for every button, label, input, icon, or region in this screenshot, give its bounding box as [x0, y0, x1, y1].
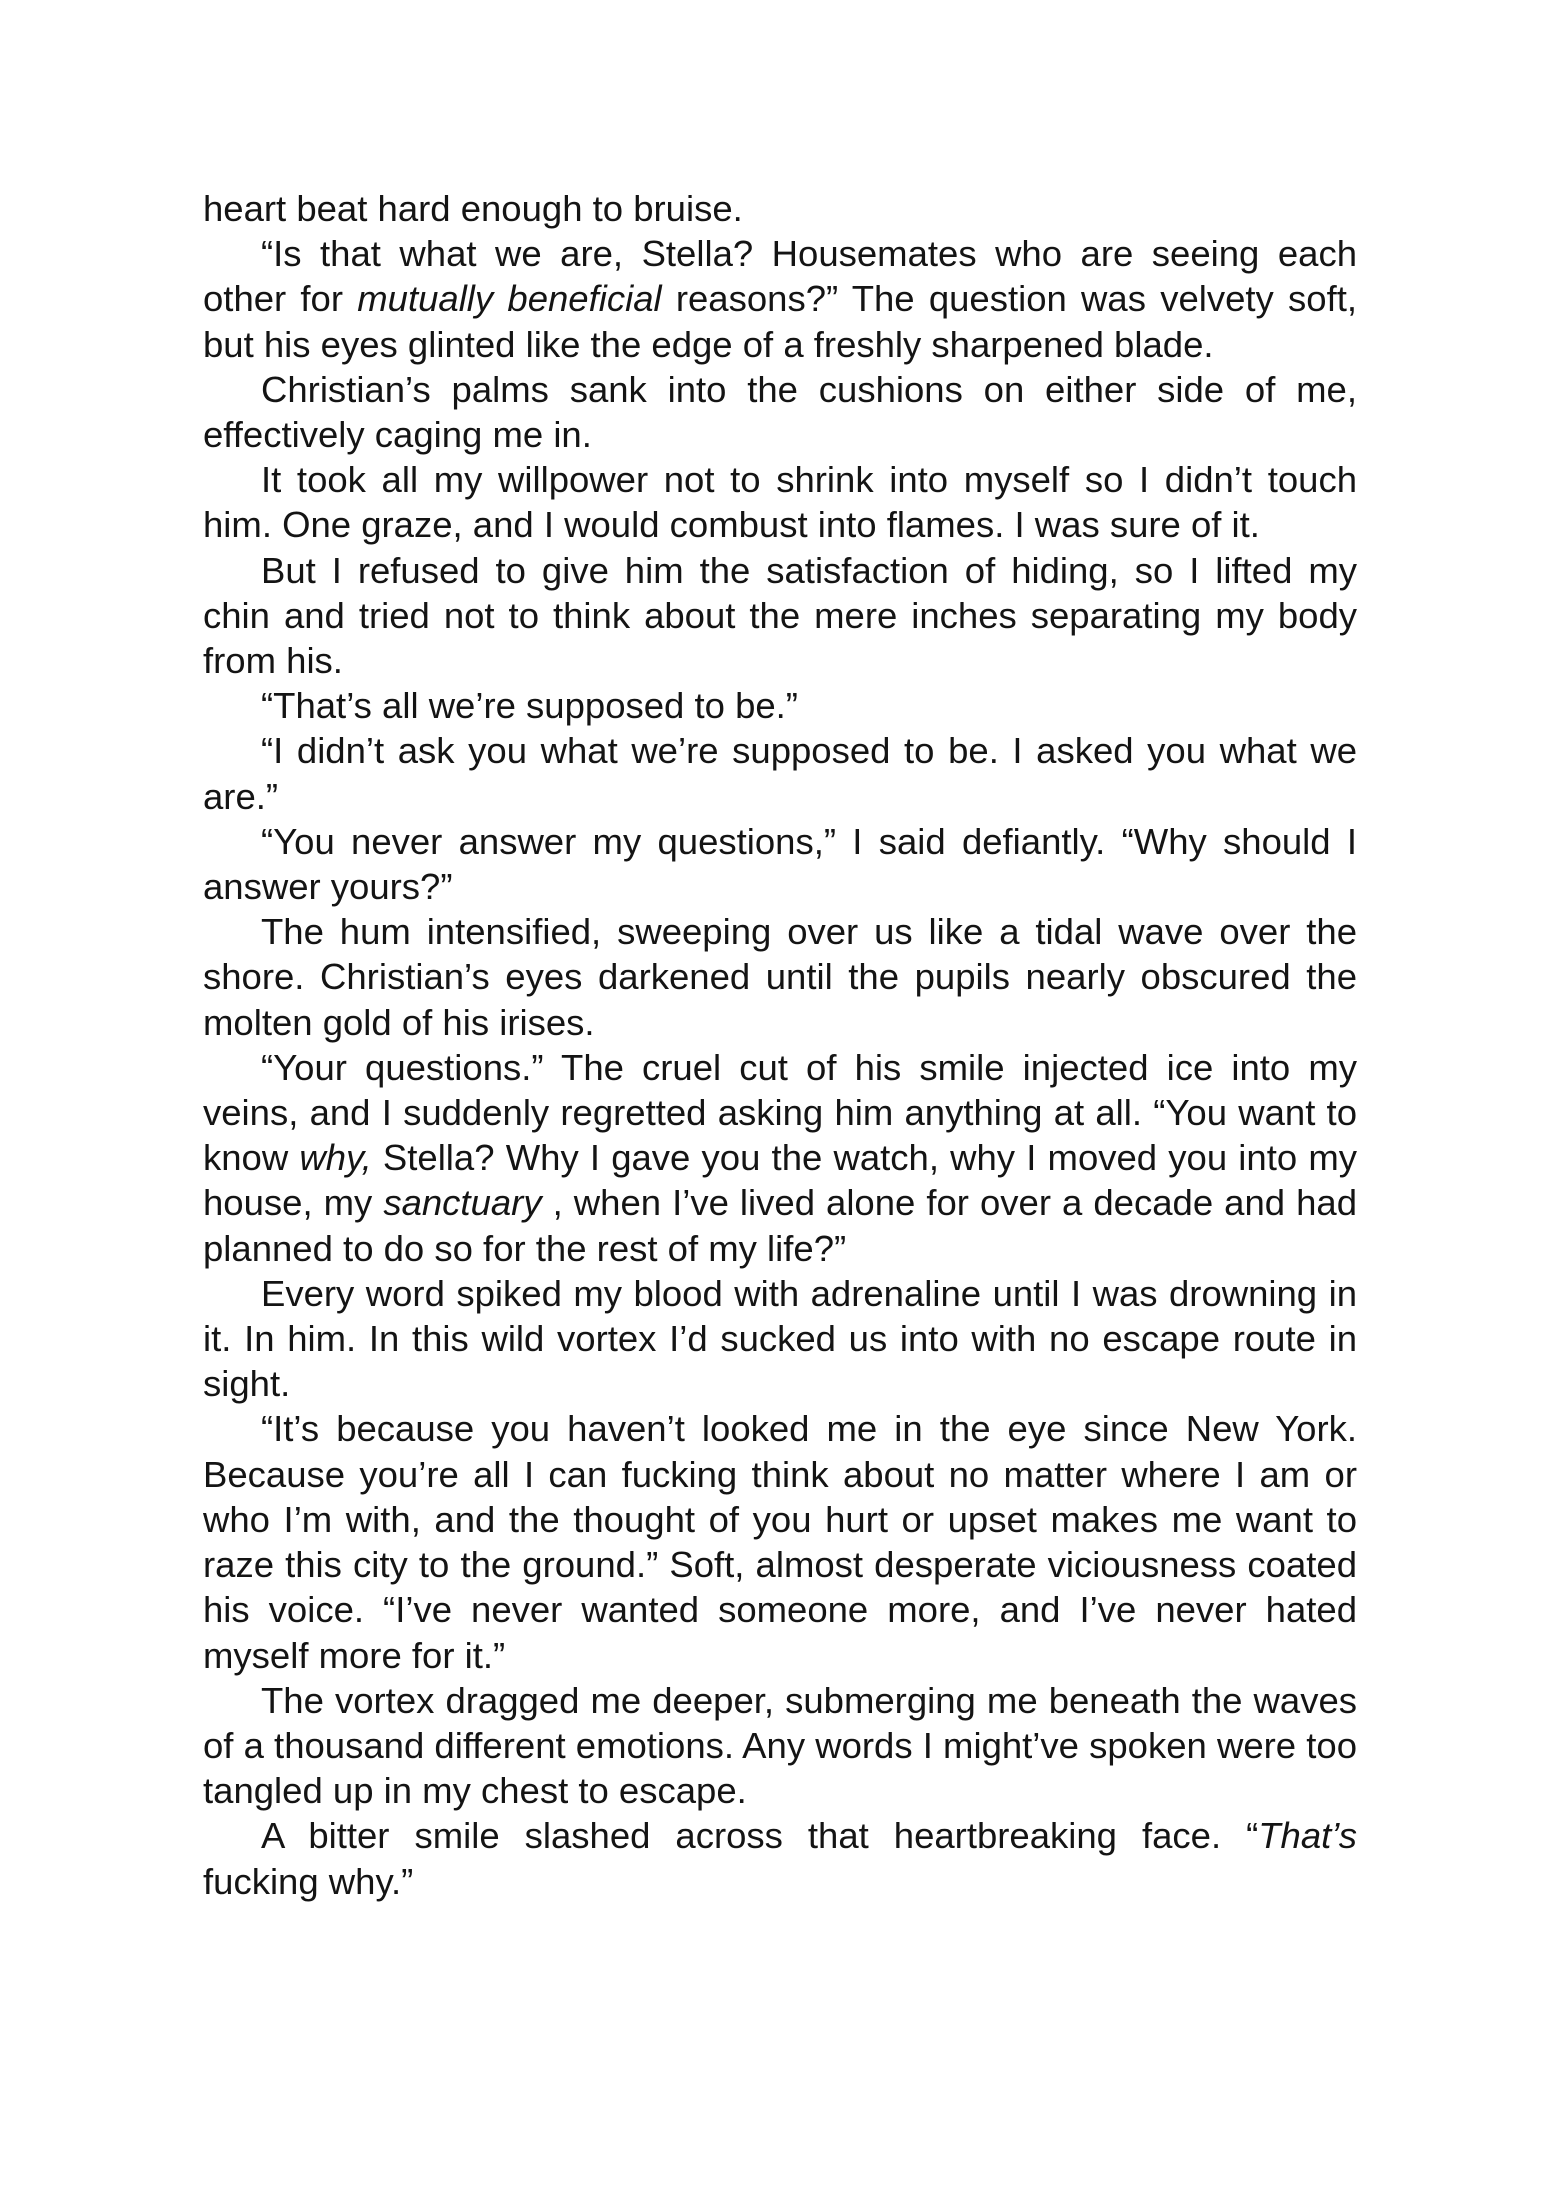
paragraph: [203, 367, 1357, 457]
paragraph: [203, 231, 1357, 367]
emphasis-text: sanctuary: [383, 1182, 542, 1224]
text-segment: Every word spiked my blood with adrenaline until I was drowning in it. In him. In this wild vortex I’d sucked us into with no escape route in sight.: [203, 1272, 1357, 1405]
paragraph: [203, 1678, 1357, 1814]
paragraph: [203, 1271, 1357, 1407]
paragraph: [203, 1406, 1357, 1677]
text-segment: fucking why.”: [203, 1860, 414, 1902]
emphasis-text: mutually beneficial: [357, 278, 662, 320]
text-segment: “Is that what we are, Stella? Housemates who are seeing each other for: [203, 233, 1357, 320]
text-segment: “It’s because you haven’t looked me in the eye since New York. Because you’re all I can fucking think about no matter where I am or who I’m with, and the thought of you hurt or upset makes me want to raze this city to the ground.” Soft, almost desperate viciousness coated his voice. “I’ve never wanted someone more, and I’ve never hated myself more for it.”: [203, 1408, 1357, 1676]
text-segment: “Your questions.” The cruel cut of his smile injected ice into my veins, and I suddenly regretted asking him anything at all. “You want to know: [203, 1046, 1357, 1179]
text-segment: It took all my willpower not to shrink into myself so I didn’t touch him. One graze, and I would combust into flames. I was sure of it.: [203, 459, 1357, 546]
paragraph: [203, 186, 1357, 231]
text-segment: The hum intensified, sweeping over us like a tidal wave over the shore. Christian’s eyes darkened until the pupils nearly obscured the molten gold of his irises.: [203, 911, 1357, 1043]
text-segment: “I didn’t ask you what we’re supposed to be. I asked you what we are.”: [203, 730, 1357, 817]
text-segment: But I refused to give him the satisfaction of hiding, so I lifted my chin and tried not to think about the mere inches separating my body from his.: [203, 549, 1357, 682]
text-segment: Stella? Why I gave you the watch, why I moved you into my house, my: [203, 1137, 1357, 1224]
paragraph: [203, 683, 1357, 728]
text-segment: Christian’s palms sank into the cushions on either side of me, effectively caging me in.: [203, 368, 1357, 456]
paragraph: [203, 819, 1357, 909]
text-segment: “That’s all we’re supposed to be.”: [261, 685, 798, 727]
paragraph: [203, 1813, 1357, 1903]
text-segment: , when I’ve lived alone for over a decade and had planned to do so for the rest of my life?”: [203, 1182, 1357, 1269]
text-segment: The vortex dragged me deeper, submerging me beneath the waves of a thousand different emotions. Any words I might’ve spoken were too tangled up in my chest to escape.: [203, 1679, 1357, 1812]
paragraph: [203, 728, 1357, 818]
paragraph: [203, 1045, 1357, 1271]
paragraph: [203, 548, 1357, 684]
text-segment: A bitter smile slashed across that heartbreaking face. “: [261, 1815, 1259, 1857]
text-segment: heart beat hard enough to bruise.: [203, 188, 743, 229]
emphasis-text: That’s: [1258, 1815, 1357, 1857]
paragraph: [203, 909, 1357, 1045]
text-segment: reasons?” The question was velvety soft, but his eyes glinted like the edge of a freshly sharpened blade.: [203, 278, 1357, 365]
body-text: [203, 186, 1357, 1904]
emphasis-text: why,: [299, 1137, 372, 1179]
text-segment: “You never answer my questions,” I said defiantly. “Why should I answer yours?”: [203, 820, 1357, 908]
paragraph: [203, 457, 1357, 547]
